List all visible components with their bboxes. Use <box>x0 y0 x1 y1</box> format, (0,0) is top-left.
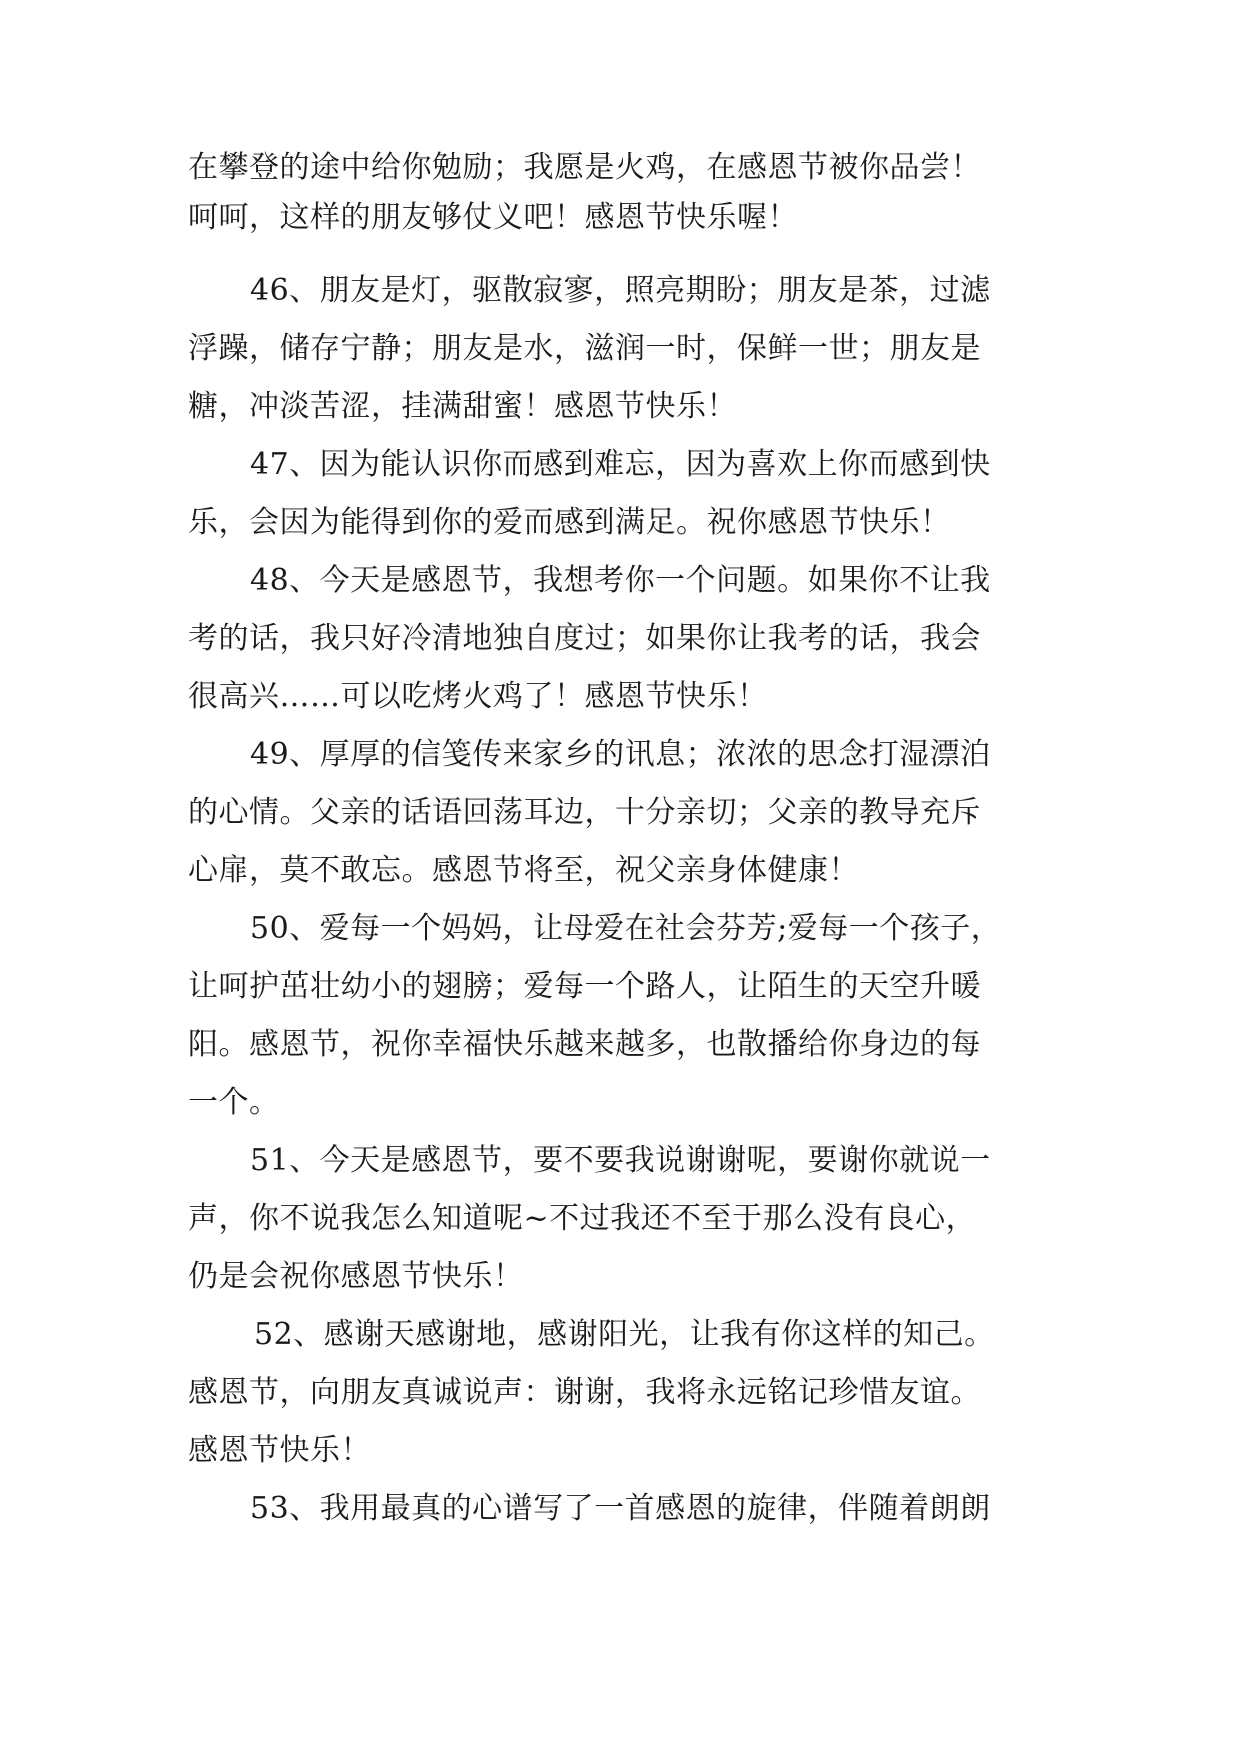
text-line: 声，你不说我怎么知道呢~不过我还不至于那么没有良心， <box>188 1201 977 1236</box>
text-line: 让呵护茁壮幼小的翅膀；爱每一个路人，让陌生的天空升暖 <box>188 969 981 1004</box>
text-line: 在攀登的途中给你勉励；我愿是火鸡，在感恩节被你品尝！ <box>188 150 981 185</box>
text-line: 呵呵，这样的朋友够仗义吧！感恩节快乐喔！ <box>188 200 798 235</box>
text-line: 考的话，我只好冷清地独自度过；如果你让我考的话，我会 <box>188 621 981 656</box>
paragraph-49-line: 49、厚厚的信笺传来家乡的讯息；浓浓的思念打湿漂泊 <box>250 737 991 772</box>
text-line: 一个。 <box>188 1085 280 1120</box>
text-line: 糖，冲淡苦涩，挂满甜蜜！感恩节快乐！ <box>188 389 737 424</box>
paragraph-53-line: 53、我用最真的心谱写了一首感恩的旋律，伴随着朗朗 <box>250 1491 991 1526</box>
text-line: 阳。感恩节，祝你幸福快乐越来越多，也散播给你身边的每 <box>188 1027 981 1062</box>
text-line: 乐，会因为能得到你的爱而感到满足。祝你感恩节快乐！ <box>188 505 951 540</box>
paragraph-52-line: 52、感谢天感谢地，感谢阳光，让我有你这样的知己。 <box>254 1317 995 1352</box>
text-line: 心扉，莫不敢忘。感恩节将至，祝父亲身体健康！ <box>188 853 859 888</box>
text-line: 感恩节快乐！ <box>188 1433 371 1468</box>
text-line: 浮躁，储存宁静；朋友是水，滋润一时，保鲜一世；朋友是 <box>188 331 981 366</box>
text-line: 仍是会祝你感恩节快乐！ <box>188 1259 524 1294</box>
paragraph-51-line: 51、今天是感恩节，要不要我说谢谢呢，要谢你就说一 <box>250 1143 991 1178</box>
paragraph-48-line: 48、今天是感恩节，我想考你一个问题。如果你不让我 <box>250 563 991 598</box>
paragraph-46-line: 46、朋友是灯，驱散寂寥，照亮期盼；朋友是茶，过滤 <box>250 273 991 308</box>
paragraph-50-line: 50、爱每一个妈妈，让母爱在社会芬芳;爱每一个孩子， <box>250 911 1002 946</box>
text-line: 的心情。父亲的话语回荡耳边，十分亲切；父亲的教导充斥 <box>188 795 981 830</box>
text-line: 很高兴……可以吃烤火鸡了！感恩节快乐！ <box>188 679 768 714</box>
text-line: 感恩节，向朋友真诚说声：谢谢，我将永远铭记珍惜友谊。 <box>188 1375 981 1410</box>
paragraph-47-line: 47、因为能认识你而感到难忘，因为喜欢上你而感到快 <box>250 447 991 482</box>
